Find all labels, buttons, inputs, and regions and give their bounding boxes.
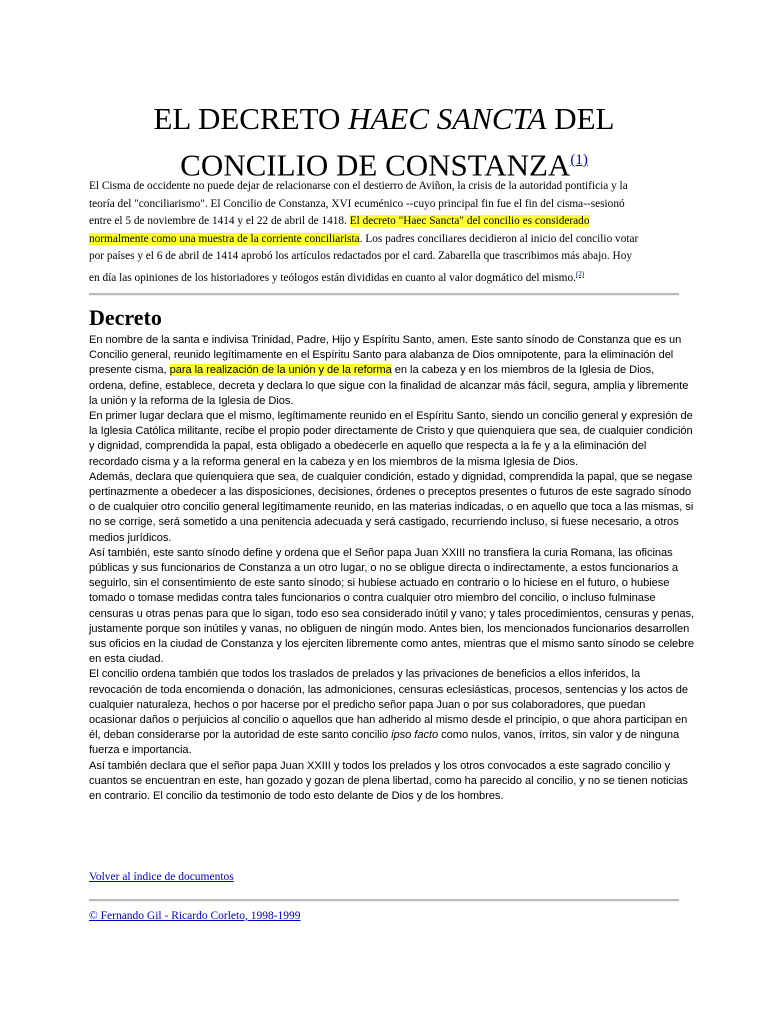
page-title bbox=[0, 100, 768, 183]
decree-body bbox=[89, 333, 694, 804]
p5-italic: ipso facto bbox=[391, 729, 439, 742]
footer-credit bbox=[89, 910, 301, 922]
decree-paragraph-2: En primer lugar declara que el mismo, legítimamente reunido en el Espíritu Santo, siendo un concilio general y expresión de la Iglesia Católica militante, recibe el propio poder directamente de Cristo y que quienquiera que sea, de cualquier condición y dignidad, comprendida la papal, esta obligado a obedecerle en aquello que respecta a la fe y a la eliminación del recordado cisma y a la reforma general en la cabeza y en los miembros de la misma Iglesia de Dios. bbox=[89, 410, 693, 468]
intro-paragraph bbox=[89, 178, 644, 287]
p1-text-a: En nombre de la santa e indivisa Trinidad, Padre, Hijo y Espíritu Santo, amen. Este santo sínodo de Constanza que es un Concilio general, reunido legítimamente en el Espíritu Santo para alabanza de Dios omnipotente, para la eliminación del presente cisma, bbox=[89, 334, 682, 377]
back-to-index-link[interactable]: Volver al índice de documentos bbox=[89, 871, 234, 883]
title-italic: HAEC SANCTA bbox=[348, 101, 547, 136]
decree-paragraph-4: Así también, este santo sínodo define y ordena que el Señor papa Juan XXIII no transfiera la curia Romana, las oficinas públicas y sus funcionarios de Constanza a un otro lugar, o no se obligue directa o indirectamente, a estos funcionarios a seguirlo, sin el consentimiento de este santo sínodo; si hubiese actuado en contrario o lo hiciese en el futuro, o hubiese tomado o tomase medidas contra tales funcionarios o contra cualquier otro miembro del concilio, o incluso fulminase censuras u otras penas para que lo sigan, todo eso sea considerado inútil y vano; y tales procedimientos, censuras y penas, justamente porque son inútiles y vanas, no obliguen de ningún modo. Antes bien, los mencionados funcionarios desarrollen sus oficios en la ciudad de Constanza y los ejerciten libremente como antes, mientras que el mismo santo sínodo se celebre en esta ciudad. bbox=[89, 546, 694, 666]
intro-text2: . Los padres conciliares decidieron al inicio del concilio votar por países y el 6 de abril de 1414 aprobó los artículos redactados por el card. Zabarella que trascribimos más abajo. Hoy en día las opiniones de los historiadores y teólogos están divididas en cuanto al valor dogmático del mismo. bbox=[89, 232, 639, 284]
intro-footnote-link[interactable]: (2) bbox=[575, 269, 585, 278]
intro-highlight: El decreto "Haec Sancta" del concilio es considerado normalmente como una muestra de la corriente conciliarista bbox=[89, 215, 590, 245]
divider-top bbox=[89, 293, 679, 296]
divider-bottom bbox=[89, 899, 679, 902]
p5-text-b: como nulos, vanos, írritos, sin valor y de ninguna fuerza e importancia. bbox=[89, 729, 680, 757]
title-line2: CONCILIO DE CONSTANZA bbox=[180, 147, 571, 183]
decree-paragraph-1 bbox=[89, 333, 694, 409]
back-link-container bbox=[89, 871, 234, 883]
decree-paragraph-5 bbox=[89, 667, 694, 758]
decree-paragraph-6: Así también declara que el señor papa Juan XXIII y todos los prelados y los otros convocados a este sagrado concilio y cuantos se encuentran en este, han gozado y gozan de plena libertad, como ha parecido al concilio, y no se tienen noticias en contrario. El concilio da testimonio de todo esto delante de Dios y de los hombres. bbox=[89, 759, 688, 803]
p1-highlight: para la realización de la unión y de la reforma bbox=[169, 364, 392, 377]
title-part1: EL DECRETO bbox=[153, 101, 349, 136]
copyright-link[interactable]: © Fernando Gil - Ricardo Corleto, 1998-1999 bbox=[89, 910, 301, 922]
p5-text-a: El concilio ordena también que todos los traslados de prelados y las privaciones de beneficios a ellos inferidos, la revocación de toda encomienda o donación, las admoniciones, censuras eclesiásticas, procesos, sentencias y los actos de cualquier naturaleza, hechos o por hacerse por el predicho señor papa Juan o por sus colaboradores, que puedan ocasionar daños o perjuicios al concilio o aquellos que han adherido al mismo desde el principio, o que ahora participan en él, deban considerarse por la autoridad de este santo concilio bbox=[89, 668, 689, 742]
title-part2: DEL bbox=[546, 101, 615, 136]
title-footnote-link[interactable]: (1) bbox=[570, 152, 588, 168]
decree-paragraph-3: Además, declara que quienquiera que sea, de cualquier condición, estado y dignidad, comprendida la papal, que se negase pertinazmente a obedecer a las disposiciones, decisiones, órdenes o preceptos presentes o futuros de este sagrado sínodo o de cualquier otro concilio general legítimamente reunido, en las materias indicadas, o en aquello que toca a las mismas, si no se corrige, será sometido a una penitencia adecuada y será castigado, recurriendo incluso, si fuese necesario, a otros medios jurídicos. bbox=[89, 470, 694, 544]
section-heading: Decreto bbox=[89, 305, 162, 330]
intro-text1: El Cisma de occidente no puede dejar de relacionarse con el destierro de Aviñon, la crisis de la autoridad pontificia y la teoría del "conciliarismo". El Concilio de Constanza, XVI ecuménico --cuyo principal fin fue el fin del cisma--sesionó entre el 5 de noviembre de 1414 y el 22 de abril de 1418. bbox=[89, 180, 628, 228]
p1-text-b: en la cabeza y en los miembros de la Iglesia de Dios, ordena, define, establece, decreta y declara lo que sigue con la finalidad de alcanzar más fácil, segura, amplia y libremente la unión y la reforma de la Iglesia de Dios. bbox=[89, 364, 689, 407]
